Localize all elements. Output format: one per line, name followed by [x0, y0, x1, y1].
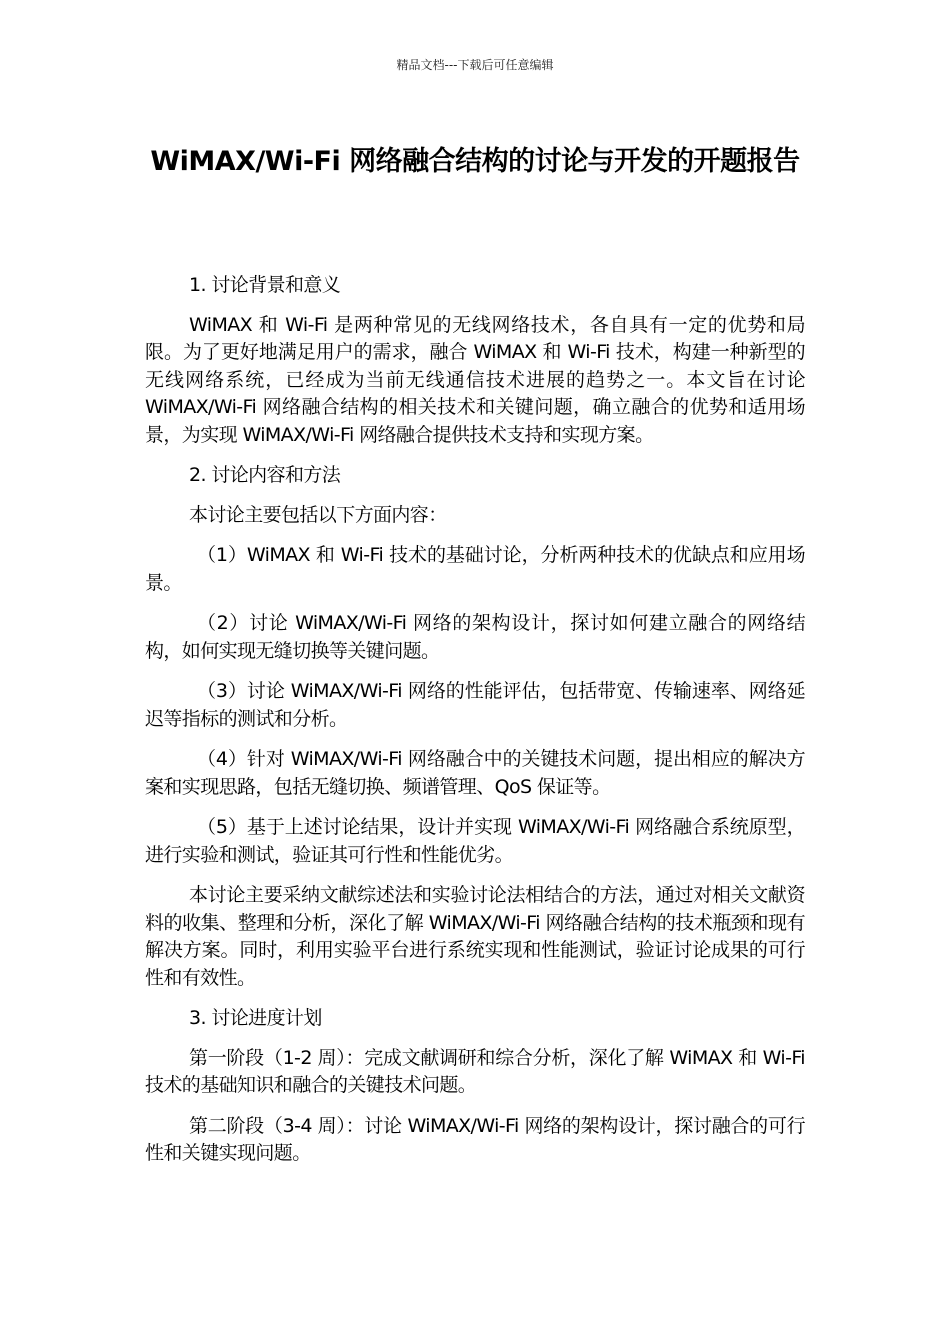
section-heading-content: 2. 讨论内容和方法: [189, 464, 341, 486]
page-title: WiMAX/Wi-Fi 网络融合结构的讨论与开发的开题报告: [150, 146, 800, 177]
section-heading-background: 1. 讨论背景和意义: [189, 274, 341, 296]
document-body: [145, 272, 805, 1181]
list-item: （1）WiMAX 和 Wi-Fi 技术的基础讨论，分析两种技术的优缺点和应用场景。: [145, 544, 805, 594]
header-note: 精品文档---下载后可任意编辑: [396, 58, 554, 72]
schedule-phase: 第二阶段（3-4 周）：讨论 WiMAX/Wi-Fi 网络的架构设计，探讨融合的可行性和关键实现问题。: [145, 1114, 805, 1164]
list-item: （3）讨论 WiMAX/Wi-Fi 网络的性能评估，包括带宽、传输速率、网络延迟等指标的测试和分析。: [145, 680, 805, 730]
schedule-phase: 第一阶段（1-2 周）：完成文献调研和综合分析，深化了解 WiMAX 和 Wi-Fi 技术的基础知识和融合的关键技术问题。: [145, 1046, 805, 1096]
list-item: （4）针对 WiMAX/Wi-Fi 网络融合中的关键技术问题，提出相应的解决方案和实现思路，包括无缝切换、频谱管理、QoS 保证等。: [145, 748, 805, 798]
list-item: （5）基于上述讨论结果，设计并实现 WiMAX/Wi-Fi 网络融合系统原型，进行实验和测试，验证其可行性和性能优劣。: [145, 816, 805, 866]
paragraph-method: 本讨论主要采纳文献综述法和实验讨论法相结合的方法，通过对相关文献资料的收集、整理和分析，深化了解 WiMAX/Wi-Fi 网络融合结构的技术瓶颈和现有解决方案。同时，利用实验平台进行系统实现和性能测试，验证讨论成果的可行性和有效性。: [145, 884, 805, 989]
paragraph-content-intro: 本讨论主要包括以下方面内容：: [189, 503, 447, 526]
paragraph-background: WiMAX 和 Wi-Fi 是两种常见的无线网络技术，各自具有一定的优势和局限。为了更好地满足用户的需求，融合 WiMAX 和 Wi-Fi 技术，构建一种新型的无线网络系统，已经成为当前无线通信技术进展的趋势之一。本文旨在讨论 WiMAX/Wi-Fi 网络融合结构的相关技术和关键问题，确立融合的优势和适用场景，为实现 WiMAX/Wi-Fi 网络融合提供技术支持和实现方案。: [145, 313, 805, 446]
section-heading-schedule: 3. 讨论进度计划: [189, 1007, 322, 1029]
list-item: （2）讨论 WiMAX/Wi-Fi 网络的架构设计，探讨如何建立融合的网络结构，如何实现无缝切换等关键问题。: [145, 612, 805, 662]
